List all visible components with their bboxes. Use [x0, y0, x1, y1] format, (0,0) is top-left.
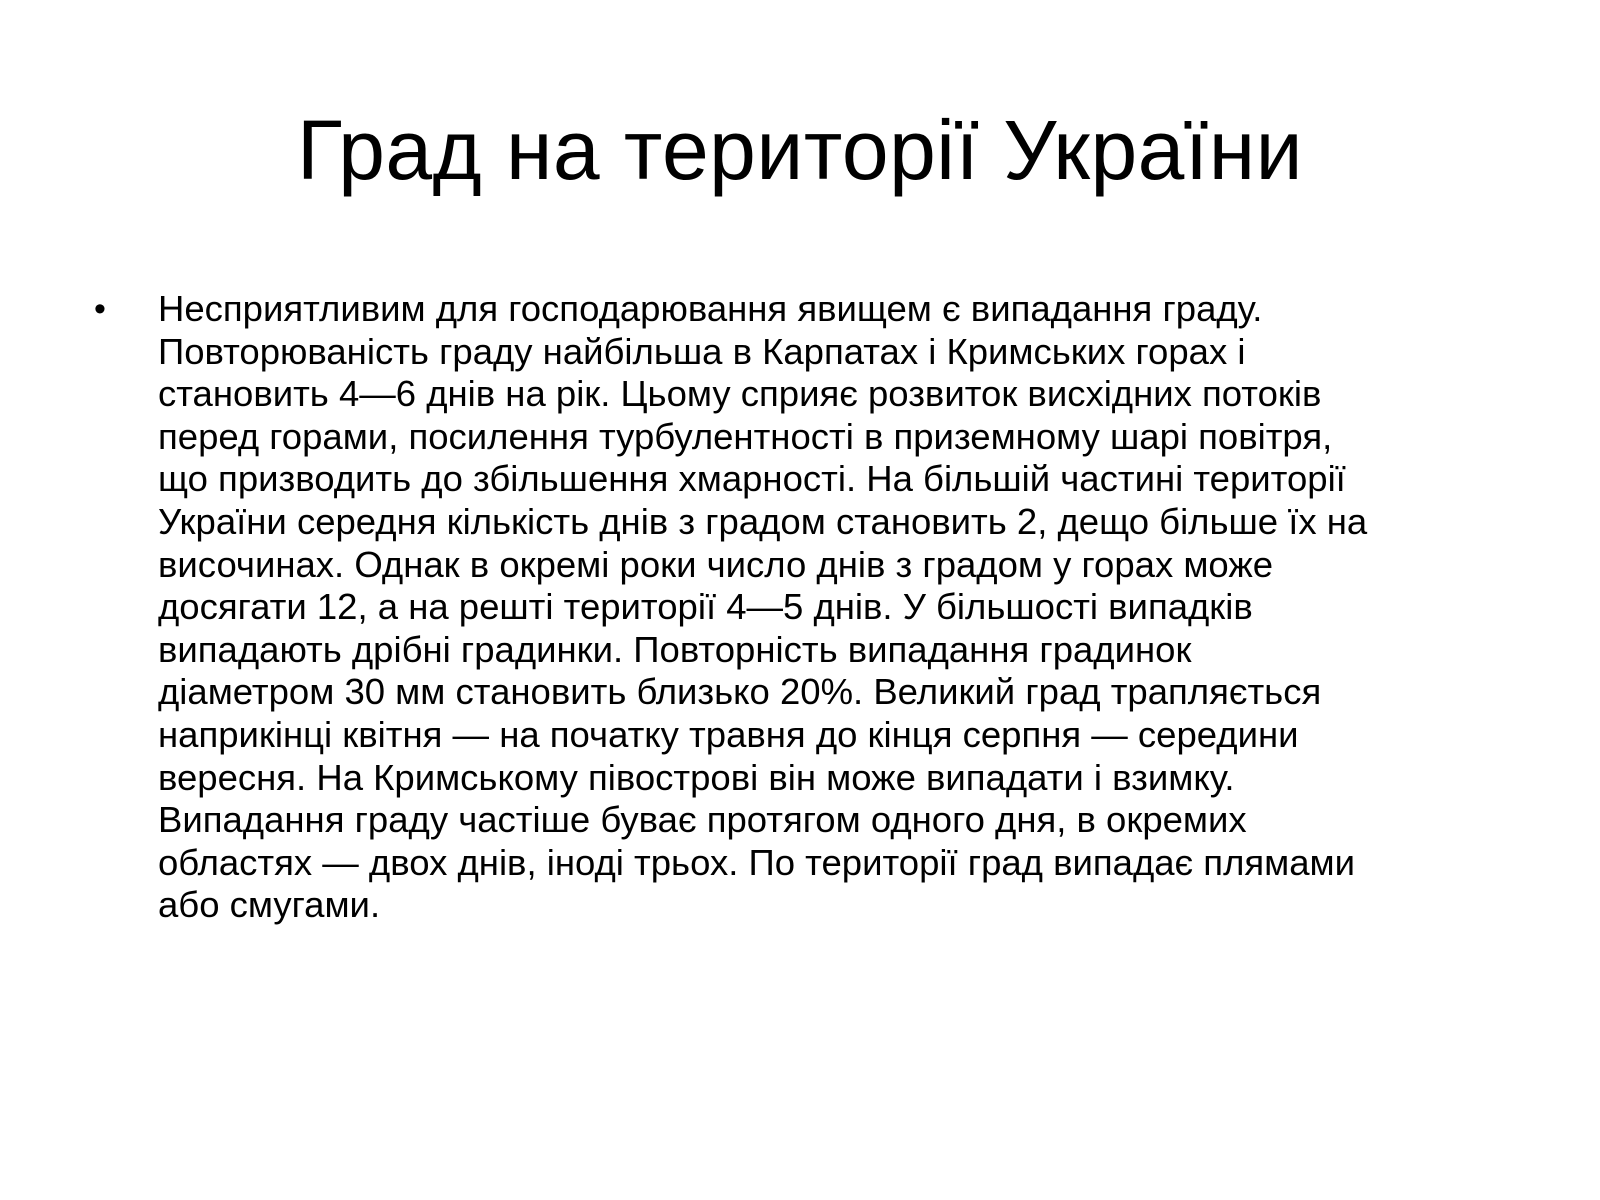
bullet-marker: • — [94, 290, 106, 328]
text-line: становить 4—6 днів на рік. Цьому сприяє розвиток висхідних потоків — [158, 373, 1322, 415]
text-line: або смугами. — [158, 884, 381, 926]
slide-title: Град на території України — [296, 103, 1304, 197]
text-line: Випадання граду частіше буває протягом одного дня, в окремих — [158, 799, 1247, 841]
text-line: досягати 12, а на решті території 4—5 днів. У більшості випадків — [158, 586, 1253, 628]
text-line: перед горами, посилення турбулентності в приземному шарі повітря, — [158, 415, 1333, 457]
text-line: Повторюваність граду найбільша в Карпатах і Кримських горах і — [158, 330, 1246, 372]
text-line: областях — двох днів, іноді трьох. По території град випадає плямами — [158, 841, 1356, 883]
text-line: вересня. На Кримському півострові він може випадати і взимку. — [158, 756, 1235, 798]
text-line: що призводить до збільшення хмарності. На більшій частині території — [158, 458, 1346, 500]
bullet-list — [94, 288, 1514, 927]
bullet-item — [94, 288, 1514, 927]
text-line: випадають дрібні градинки. Повторність випадання градинок — [158, 628, 1192, 670]
text-line: України середня кількість днів з градом становить 2, дещо більше їх на — [158, 500, 1368, 542]
text-line: наприкінці квітня — на початку травня до кінця серпня — середини — [158, 713, 1299, 755]
bullet-text — [158, 288, 1514, 927]
text-line: Несприятливим для господарювання явищем є випадання граду. — [158, 288, 1263, 329]
text-line: діаметром 30 мм становить близько 20%. Великий град трапляється — [158, 671, 1322, 713]
text-line: височинах. Однак в окремі роки число днів з градом у горах може — [158, 543, 1274, 585]
